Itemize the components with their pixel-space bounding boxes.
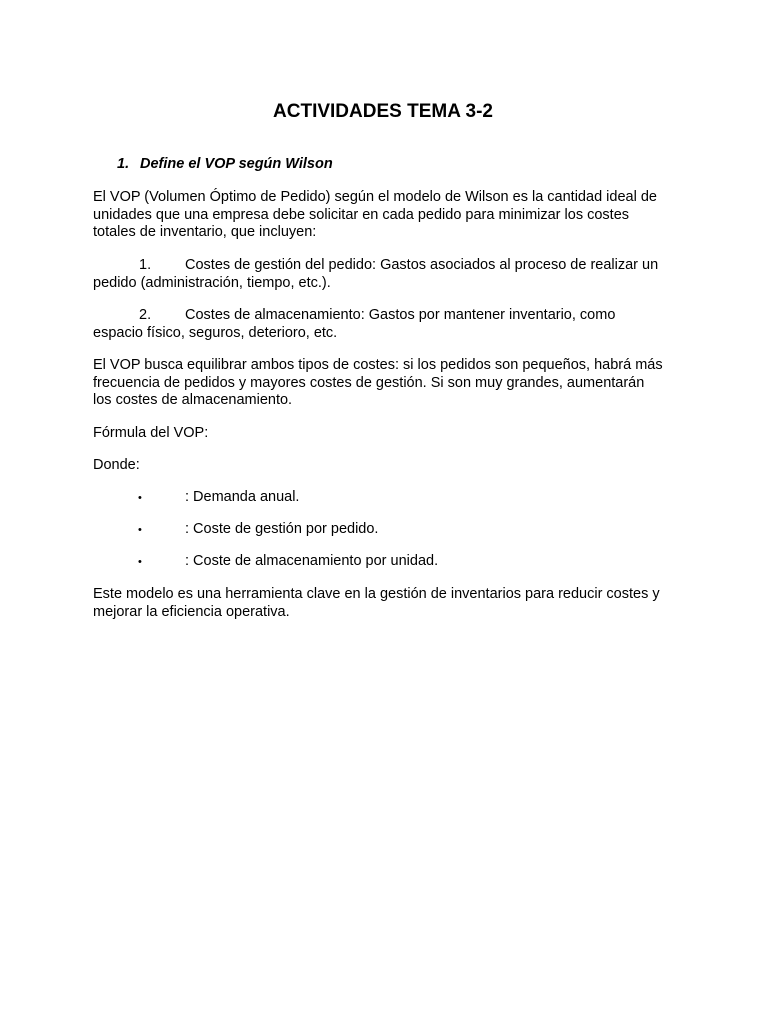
bullet-text: : Demanda anual. [185, 489, 300, 505]
document-title: ACTIVIDADES TEMA 3-2 [273, 101, 493, 122]
numbered-item-number: 2. [139, 307, 152, 323]
conclusion-paragraph: Este modelo es una herramienta clave en la gestión de inventarios para reducir costes y mejorar la eficiencia operativa. [93, 586, 660, 620]
question-number: 1. [117, 156, 130, 172]
question-text: Define el VOP según Wilson [140, 156, 333, 172]
bullet-item [138, 521, 658, 540]
question-heading [117, 156, 333, 174]
numbered-item-text: Costes de almacenamiento: Gastos por mantener inventario, como espacio físico, seguros, deterioro, etc. [93, 307, 616, 341]
balance-paragraph: El VOP busca equilibrar ambos tipos de costes: si los pedidos son pequeños, habrá más frecuencia de pedidos y mayores costes de gestión. Si son muy grandes, aumentarán los costes de almacenamiento. [93, 357, 663, 408]
bullet-icon: • [138, 492, 142, 504]
intro-paragraph: El VOP (Volumen Óptimo de Pedido) según el modelo de Wilson es la cantidad ideal de unidades que una empresa debe solicitar en cada pedido para minimizar los costes totales de inventario, que incluyen: [93, 189, 657, 240]
bullet-icon: • [138, 524, 142, 536]
bullet-text: : Coste de almacenamiento por unidad. [185, 553, 439, 569]
bullet-icon: • [138, 556, 142, 568]
numbered-item [93, 307, 663, 342]
where-label: Donde: [93, 457, 140, 473]
bullet-item [138, 489, 658, 508]
numbered-item-number: 1. [139, 257, 152, 273]
numbered-item [93, 257, 663, 292]
numbered-item-text: Costes de gestión del pedido: Gastos asociados al proceso de realizar un pedido (administración, tiempo, etc.). [93, 257, 659, 291]
bullet-item [138, 553, 658, 572]
bullet-text: : Coste de gestión por pedido. [185, 521, 379, 537]
formula-label: Fórmula del VOP: [93, 425, 209, 441]
